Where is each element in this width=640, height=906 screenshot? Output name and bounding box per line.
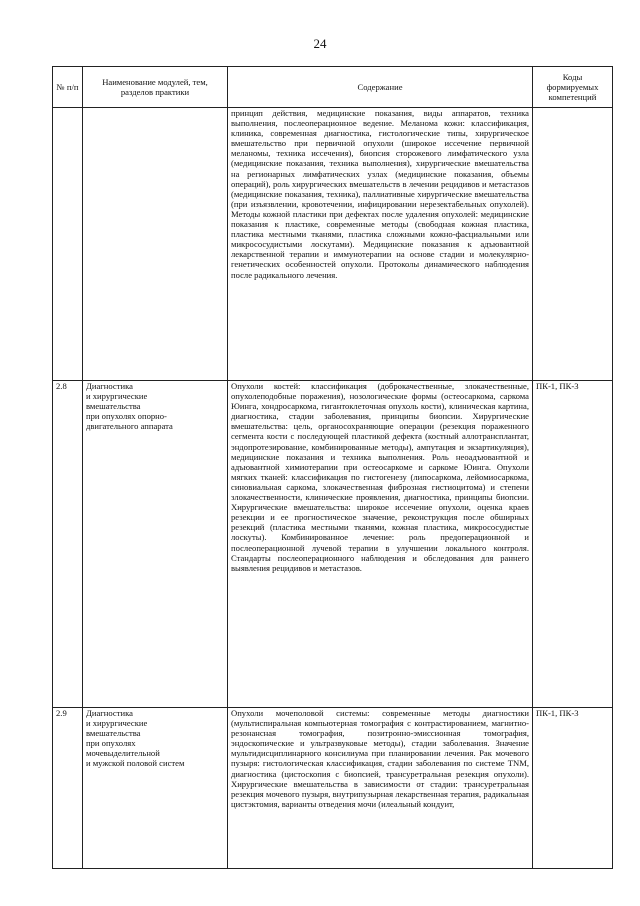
row-name <box>83 381 228 708</box>
row-name-line: мочевыделительной <box>86 748 160 759</box>
header-name: Наименование модулей, тем, разделов практики <box>83 67 228 108</box>
row-content: Опухоли костей: классификация (доброкачественные, злокачественные, опухолеподобные поражения), нозологические формы (остеосаркома, саркома Юинга, хондросаркома, гигантоклеточная опухоль кости), клиническая картина, диагностика, стадии заболевания, принципы биопсии. Хирургические вмешательства: цель, органосохраняющие операции (резекция пораженного сегмента кости с последующей пластикой дефекта (костный аллотрансплантат, эндопротезирование, комбинированные методы), ампутация и экзартикуляция), медицинские показания и техника выполнения. Роль неоадъювантной и адъювантной химиотерапии при остеосаркоме и саркоме Юинга. Опухоли мягких тканей: классификация по гистогенезу (липосаркома, лейомиосаркома, синовиальная саркома, злокачественная фиброзная гистиоцитома) и степени злокачественности, клинические проявления, диагностика, принципы биопсии. Хирургические вмешательства: широкое иссечение опухоли, оценка краев резекции и ее прогностическое значение, реконструкция после обширных резекций (пластика местными тканями, кожная пластика, микрососудистые лоскуты). Комбинированное лечение: роль предоперационной и послеоперационной лучевой терапии в улучшении локального контроля. Стандарты послеоперационного наблюдения и обследования для раннего выявления рецидивов и метастазов. <box>228 381 533 708</box>
row-name-line: при опухолях <box>86 738 136 749</box>
header-codes: Коды формируемых компетенций <box>533 67 613 108</box>
table-row <box>53 381 613 708</box>
row-name-line: и мужской половой систем <box>86 758 185 769</box>
row-name-line: вмешательства <box>86 401 141 412</box>
row-name-line: двигательного аппарата <box>86 421 173 432</box>
row-content: Опухоли мочеполовой системы: современные методы диагностики (мультиспиральная компьютерная томография с контрастированием, магнитно-резонансная томография, позитронно-эмиссионная томография, эндоскопические и ультразвуковые методы), стадии заболевания. Значение мультидисциплинарного консилиума при планировании лечения. Рак мочевого пузыря: гистологическая классификация, стадии заболевания по системе TNM, диагностика (цистоскопия с биопсией, трансуретральная резекция опухоли). Хирургические вмешательства в зависимости от стадии: трансуретральная резекция мочевого пузыря, внутрипузырная лекарственная терапия, радикальная цистэктомия, варианты отведения мочи (илеальный кондуит, <box>228 708 533 869</box>
header-num: № п/п <box>53 67 83 108</box>
row-name-line: при опухолях опорно- <box>86 411 167 422</box>
page-number: 24 <box>313 36 327 51</box>
row-num: 2.9 <box>53 708 83 869</box>
row-num: 2.8 <box>53 381 83 708</box>
row-name <box>83 108 228 381</box>
row-content: принцип действия, медицинские показания, виды аппаратов, техника выполнения, послеоперационное ведение. Меланома кожи: классификация, клиника, современная диагностика, гистологические типы, хирургическое вмешательство при первичной опухоли (широкое иссечение первичной меланомы, техника иссечения), биопсия сторожевого лимфатического узла (медицинские показания, техника выполнения), хирургические вмешательства на регионарных лимфатических узлах (медицинские показания, объемы операций), роль хирургических вмешательств в лечении рецидивов и метастазов (медицинские показания, техника), паллиативные хирургические вмешательства (при изъязвлении, кровотечении, инфицировании нерезектабельных опухолей). Методы кожной пластики при дефектах после удаления опухолей: медицинские показания к пластике, современные методы (свободная кожная пластика, пластика местными тканями, пластика сложными кожно-фасциальными или микрососудистыми лоскутами). Медицинские показания к адъювантной лекарственной терапии и иммунотерапии на основе стадии и молекулярно-генетических особенностей опухоли. Протоколы динамического наблюдения после радикального лечения. <box>228 108 533 381</box>
table-row <box>53 108 613 381</box>
row-num <box>53 108 83 381</box>
curriculum-table <box>52 66 613 869</box>
row-name-line: и хирургические <box>86 391 148 402</box>
table-header-row <box>53 67 613 108</box>
row-codes: ПК-1, ПК-3 <box>533 381 613 708</box>
row-name <box>83 708 228 869</box>
row-name-line: Диагностика <box>86 381 133 391</box>
row-codes: ПК-1, ПК-3 <box>533 708 613 869</box>
row-name-line: и хирургические <box>86 718 148 729</box>
row-codes <box>533 108 613 381</box>
header-content: Содержание <box>228 67 533 108</box>
table-row <box>53 708 613 869</box>
row-name-line: Диагностика <box>86 708 133 718</box>
row-name-line: вмешательства <box>86 728 141 739</box>
